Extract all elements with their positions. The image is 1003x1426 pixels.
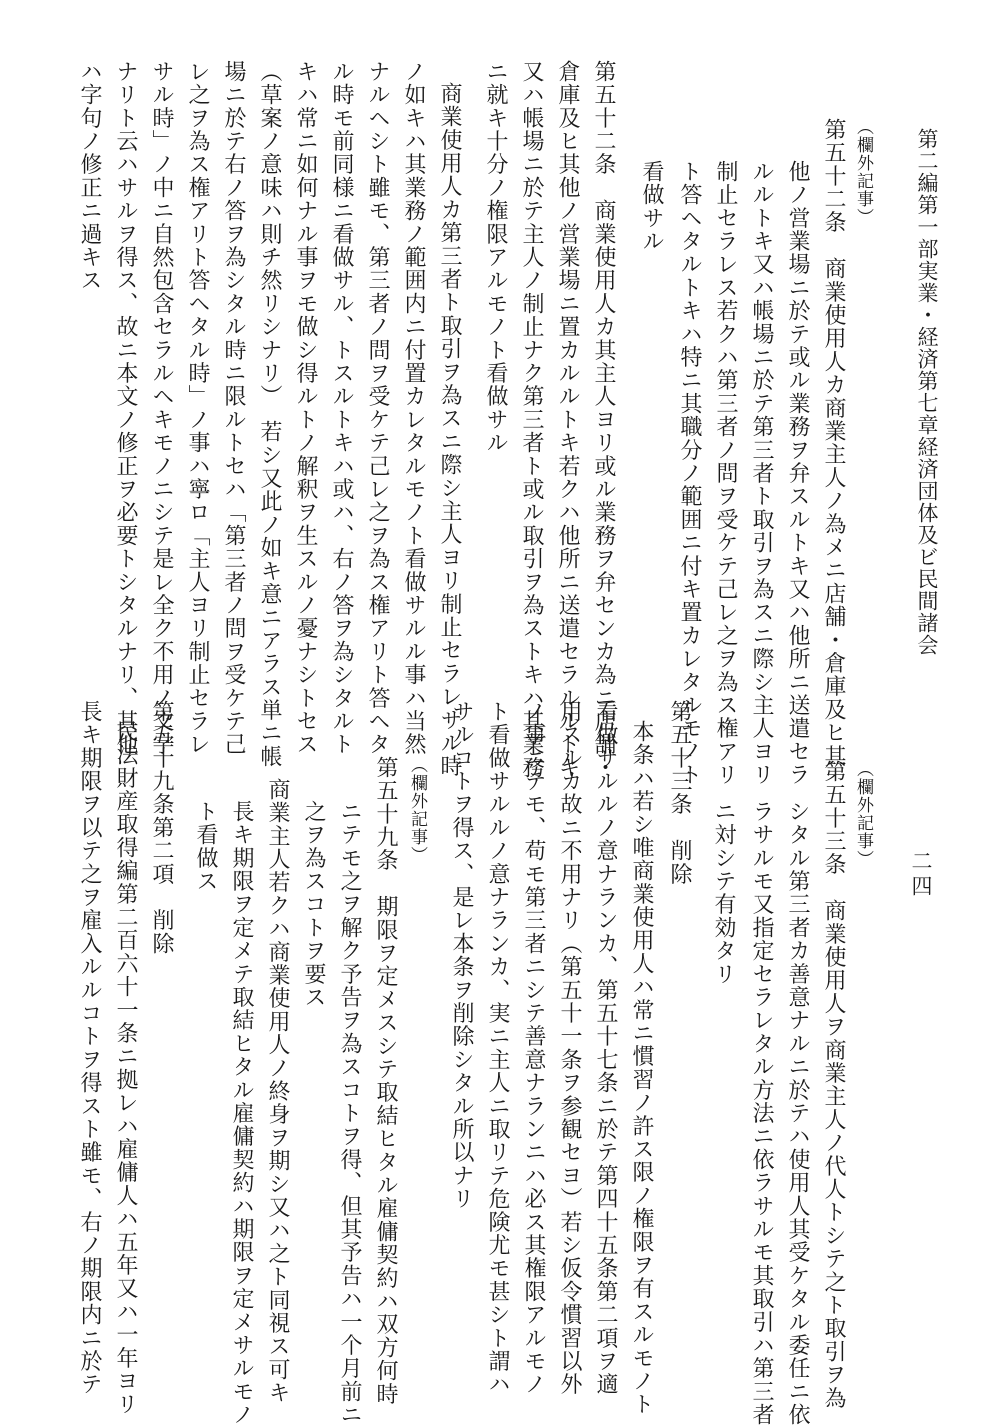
lower-column: 之ヲ為スコトヲ要ス xyxy=(301,800,326,1009)
lower-column: 本条ハ若シ唯商業使用人ハ常ニ慣習ノ許ス限ノ権限ヲ有スルモノト xyxy=(629,720,654,1416)
lower-column: ラサルモ又指定セラレタル方法ニ依ラサルモ其取引ハ第三者 xyxy=(749,800,774,1426)
upper-article-52-revised xyxy=(585,60,621,779)
upper-column: ハ字句ノ修正ニ過キス xyxy=(77,60,102,292)
lower-column: ノ事ニテモ、苟モ第三者ニシテ善意ナランニハ必ス其権限アルモノ xyxy=(521,700,546,1396)
upper-column: 制止セラレス若クハ第三者ノ問ヲ受ケテ己レ之ヲ為ス権アリ xyxy=(713,160,738,787)
upper-column: サル時」ノ中ニ自然包含セラルヘキモノニシテ是レ全ク不用ノ文字 xyxy=(149,60,174,756)
lower-column: 民法財産取得編第二百六十一条ニ拠レハ雇傭人ハ五年又ハ一年ヨリ xyxy=(113,720,138,1416)
upper-column-text: 又ハ帳場ニ於テ主人ノ制止ナク第三者ト或ル取引ヲ為ストキハ其業務 xyxy=(519,60,544,780)
lower-marginal-note-2: （欄外記事） xyxy=(407,756,427,864)
upper-column: 看做サル xyxy=(639,160,664,253)
running-header xyxy=(891,128,945,656)
lower-column: 商業主人若クハ商業使用人ノ終身ヲ期シ又ハ之ト同視ス可キ xyxy=(265,778,290,1405)
upper-column: ナルヘシト雖モ、第三者ノ問ヲ受ケテ己レ之ヲ為ス権アリト答ヘタ xyxy=(365,60,390,756)
header-field: 実業・経済 xyxy=(915,260,939,370)
upper-column: （草案ノ意味ハ則チ然リシナリ） 若シ又此ノ如キ意ニアラス単ニ帳 xyxy=(257,60,282,769)
header-part: 第一部 xyxy=(915,194,939,260)
upper-column xyxy=(477,60,513,454)
lower-column: 看做サルルノ意ナランカ、第五十七条ニ於テ第四十五条第二項ヲ適 xyxy=(593,700,618,1396)
lower-column: 用スルカ故ニ不用ナリ（第五十一条ヲ参観セヨ）若シ仮令慣習以外 xyxy=(557,700,582,1396)
upper-column: ル時モ前同様ニ看做サル、トスルトキハ或ハ、右ノ答ヲ為シタルト xyxy=(329,60,354,756)
header-chapter-title: 経済団体及ビ民間諸会 xyxy=(915,436,939,656)
lower-article-59-2-deleted: 第五十九条第二項 削除 xyxy=(149,700,174,956)
upper-column: 商業使用人カ第三者ト取引ヲ為スニ際シ主人ヨリ制止セラレサル時 xyxy=(437,82,462,778)
lower-column: 長キ期限ヲ以テ之ヲ雇入ルルコトヲ得スト雖モ、右ノ期限内ニ於テ xyxy=(77,700,102,1396)
lower-column: ニテモ之ヲ解ク予告ヲ為スコトヲ得、但其予告ハ一个月前ニ xyxy=(337,800,362,1426)
upper-article-52-original: 第五十二条 商業使用人カ商業主人ノ為メニ店舗・倉庫及ヒ其 xyxy=(821,118,846,768)
upper-column: ノ如キハ其業務ノ範囲内ニ付置カレタルモノト看做サルル事ハ当然 xyxy=(401,60,426,756)
upper-column: 場ニ於テ右ノ答ヲ為シタル時ニ限ルトセハ「第三者ノ問ヲ受ケテ己 xyxy=(221,60,246,757)
upper-column: レ之ヲ為ス権アリト答ヘタル時」ノ事ハ寧ロ「主人ヨリ制止セラレ xyxy=(185,60,210,756)
header-chapter: 第七章 xyxy=(915,370,939,436)
lower-article-53-original: 第五十三条 商業使用人ヲ商業主人ノ代人トシテ之ト取引ヲ為 xyxy=(821,760,846,1410)
upper-column xyxy=(513,60,549,779)
upper-column xyxy=(549,60,585,779)
header-volume: 第二編 xyxy=(915,128,939,194)
lower-column: シタル第三者カ善意ナルニ於テハ使用人其受ケタル委任ニ依 xyxy=(785,800,810,1426)
lower-article-53-deleted: 第五十三条 削除 xyxy=(667,700,692,886)
upper-column: キハ常ニ如何ナル事ヲモ做シ得ルトノ解釈ヲ生スルノ憂ナシトセス xyxy=(293,60,318,756)
lower-column: ト看做ス xyxy=(193,800,218,893)
upper-column: ルルトキ又ハ帳場ニ於テ第三者ト取引ヲ為スニ際シ主人ヨリ xyxy=(749,160,774,787)
upper-column: ナリト云ハサルヲ得ス、故ニ本文ノ修正ヲ必要トシタルナリ、其他 xyxy=(113,60,138,756)
upper-column-text: ニ就キ十分ノ権限アルモノト看做サル xyxy=(483,60,508,455)
upper-column-text: 倉庫及ヒ其他ノ営業場ニ置カルルトキ若クハ他所ニ送遣セラルルトキ xyxy=(555,60,580,780)
upper-marginal-note: （欄外記事） xyxy=(853,118,873,226)
lower-column: サルコトヲ得ス、是レ本条ヲ削除シタル所以ナリ xyxy=(449,700,474,1211)
lower-article-59-original: 第五十九条 期限ヲ定メスシテ取結ヒタル雇傭契約ハ双方何時 xyxy=(373,756,398,1406)
upper-column: 第五十二条 商業使用人カ其主人ヨリ或ル業務ヲ弁センカ為ニ店舗・ xyxy=(591,60,616,780)
lower-marginal-note-1: （欄外記事） xyxy=(853,760,873,868)
lower-column: 長キ期限ヲ定メテ取結ヒタル雇傭契約ハ期限ヲ定メサルモノ xyxy=(229,800,254,1426)
upper-column: 他ノ営業場ニ於テ或ル業務ヲ弁スルトキ又ハ他所ニ送遣セラ xyxy=(785,160,810,787)
lower-column: ト看做サルルノ意ナランカ、実ニ主人ニ取リテ危険尤モ甚シト謂ハ xyxy=(485,700,510,1396)
lower-column: ニ対シテ有効タリ xyxy=(711,800,736,986)
upper-column: ト答ヘタルトキハ特ニ其職分ノ範囲ニ付キ置カレタルモノト xyxy=(677,160,702,787)
page-number: 二四 xyxy=(909,850,933,900)
